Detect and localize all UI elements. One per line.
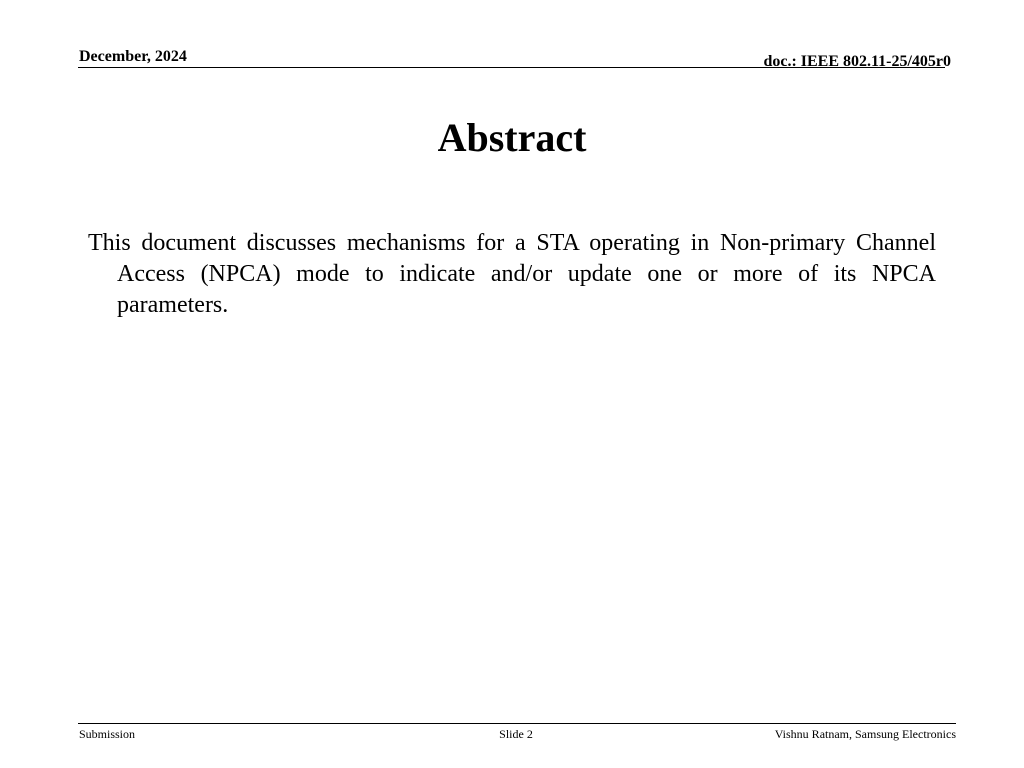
header-date: December, 2024 [79, 48, 187, 65]
header-divider [78, 67, 945, 68]
footer-submission: Submission [79, 727, 136, 741]
footer-slide-number: Slide 2 [499, 727, 533, 741]
abstract-body: This document discusses mechanisms for a STA operating in Non-primary Channel Access (NPCA) mode to indicate and/or update one or more of its NPCA parameters. [88, 230, 936, 318]
slide-title: Abstract [437, 115, 587, 160]
footer-divider [78, 723, 956, 724]
header-doc-id: doc.: IEEE 802.11-25/405r0 [763, 53, 951, 70]
footer-author: Vishnu Ratnam, Samsung Electronics [774, 727, 956, 741]
